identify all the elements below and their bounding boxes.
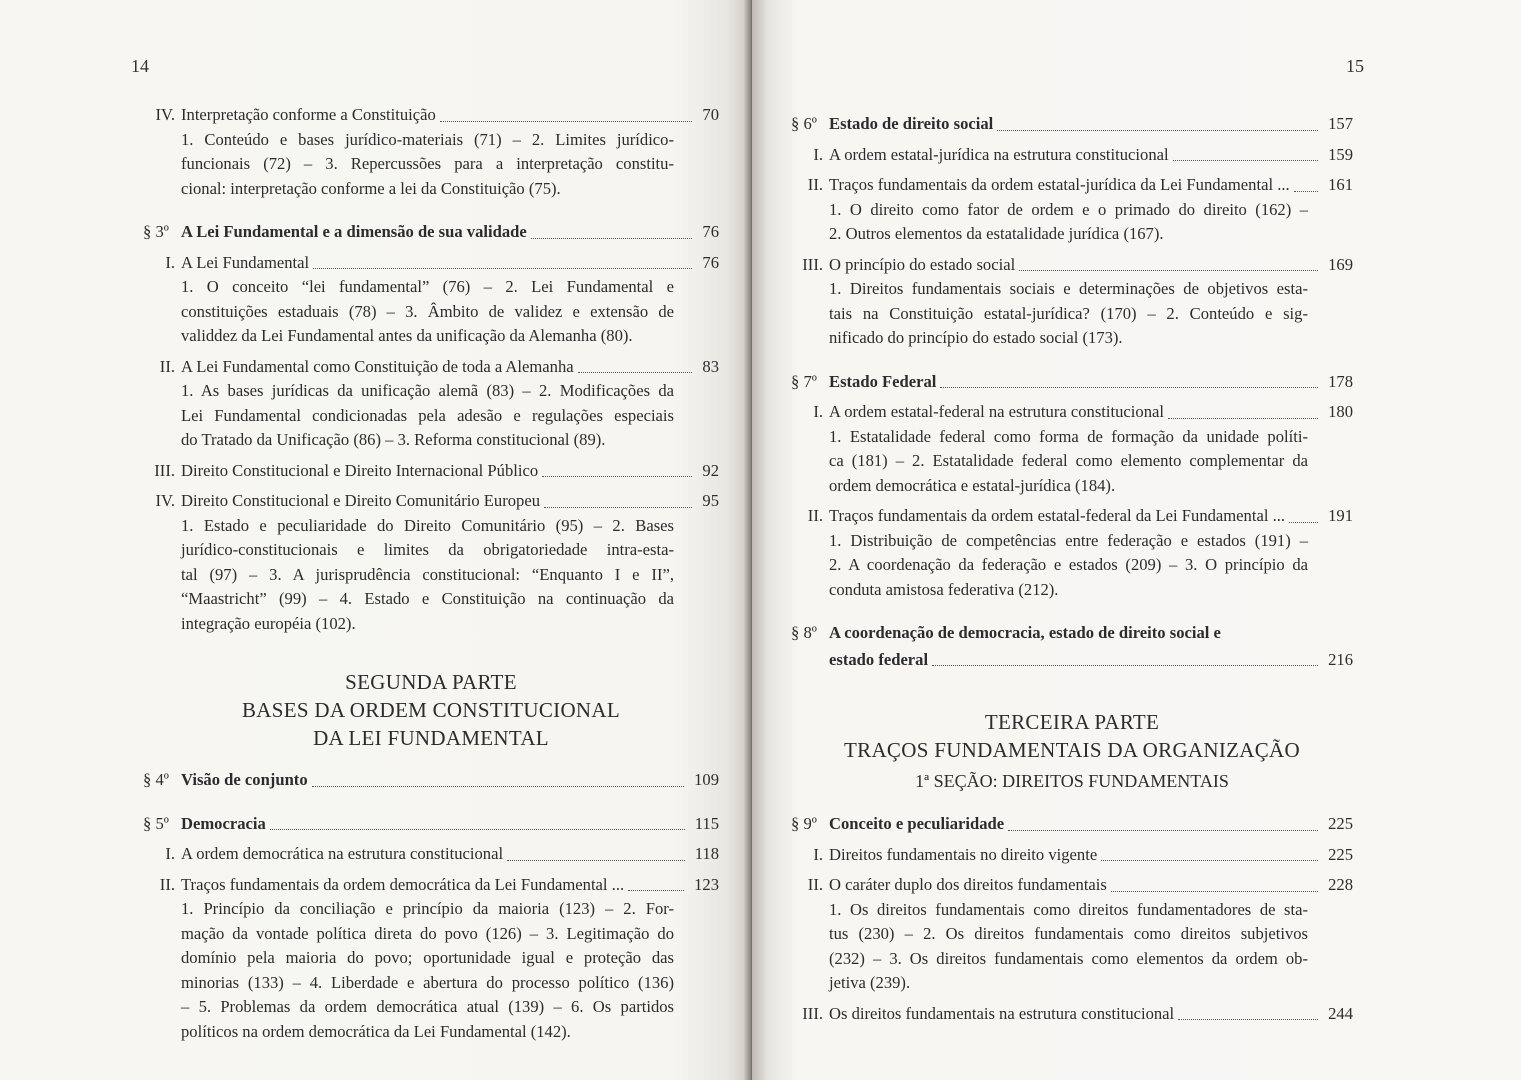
description-line: – 5. Problemas da ordem democrática atual (139) – 6. Os partidos [181, 997, 674, 1016]
page-ref: 191 [1328, 506, 1353, 525]
description-line: 1. O direito como fator de ordem e o primado do direito (162) – [829, 199, 1308, 219]
page-ref: 225 [1328, 844, 1353, 864]
toc-line [143, 459, 719, 484]
toc-line [791, 1002, 1353, 1027]
toc-entry [791, 812, 1353, 837]
entry-description [829, 277, 1308, 351]
section-label: § 3º [143, 222, 169, 241]
subsection-label: IV. [155, 105, 175, 124]
subsection-label: III. [154, 460, 175, 480]
page-ref: 244 [1328, 1003, 1353, 1023]
subsection-title: Traços fundamentais da ordem estatal-jurídica da Lei Fundamental ... [829, 175, 1290, 194]
toc-entry [143, 103, 719, 201]
toc-line [143, 220, 719, 245]
description-line: 1. O conceito “lei fundamental” (76) – 2. Lei Fundamental e [181, 277, 674, 296]
subsection-title: Interpretação conforme a Constituição [181, 105, 436, 124]
description-line: 2. A coordenação da federação e estados (209) – 3. O princípio da [829, 555, 1308, 574]
part-heading-line: SEGUNDA PARTE [345, 670, 517, 694]
description-line: minorias (133) – 4. Liberdade e abertura do processo político (136) [181, 972, 674, 992]
leader-dots [932, 664, 1318, 666]
subsection-label: II. [807, 875, 823, 894]
table-of-contents-right [791, 110, 1353, 1026]
subsection-title: Os direitos fundamentais na estrutura constitucional [829, 1003, 1175, 1023]
toc-line [791, 504, 1353, 529]
section-label: § 9º [791, 814, 817, 833]
toc-entry [791, 370, 1353, 395]
section-label: § 8º [791, 623, 817, 642]
subsection-label: III. [802, 254, 823, 274]
toc-entries-left [143, 103, 719, 636]
part-heading-right [791, 708, 1353, 794]
toc-line [791, 112, 1353, 137]
toc-entry [791, 173, 1353, 247]
page-ref: 123 [694, 874, 719, 894]
description-line: 1. Estado e peculiaridade do Direito Comunitário (95) – 2. Bases [181, 515, 674, 535]
toc-entry [791, 400, 1353, 498]
page-ref: 76 [702, 252, 719, 272]
leader-dots [1008, 829, 1318, 831]
toc-entry [143, 768, 719, 793]
description-line: 1. Conteúdo e bases jurídico-materiais (71) – 2. Limites jurídico- [181, 129, 674, 149]
description-line: integração européia (102). [181, 613, 356, 633]
entry-description [181, 897, 674, 1044]
toc-entries-left-2 [143, 768, 719, 1044]
subsection-title: Direitos fundamentais no direito vigente [829, 844, 1098, 864]
subsection-title: Direito Constitucional e Direito Comunitário Europeu [181, 491, 541, 510]
description-line: do Tratado da Unificação (86) – 3. Reforma constitucional (89). [181, 430, 606, 449]
description-line: 1. Princípio da conciliação e princípio da maioria (123) – 2. For- [181, 899, 674, 918]
entry-description [829, 198, 1308, 247]
toc-line [143, 103, 719, 128]
entry-description [181, 128, 674, 202]
page-ref: 92 [702, 460, 719, 480]
toc-line [791, 812, 1353, 837]
subsection-title: O caráter duplo dos direitos fundamentais [829, 875, 1107, 894]
toc-entry [791, 112, 1353, 137]
toc-entry [791, 621, 1353, 672]
page-number: 14 [131, 56, 149, 76]
part-heading-line: DA LEI FUNDAMENTAL [313, 726, 549, 750]
leader-dots [531, 237, 693, 239]
section-label: § 5º [143, 813, 169, 833]
part-heading-line: TERCEIRA PARTE [984, 710, 1160, 734]
subsection-label: IV. [155, 491, 175, 510]
right-page [752, 0, 1521, 1080]
page-ref: 118 [694, 844, 719, 863]
subsection-label: I. [813, 844, 823, 864]
subsection-label: III. [802, 1003, 823, 1023]
page-ref: 228 [1328, 875, 1353, 894]
toc-line [791, 400, 1353, 425]
part-heading-left [143, 668, 719, 752]
leader-dots [313, 267, 692, 269]
page-ref: 95 [702, 491, 719, 510]
description-line: “Maastricht” (99) – 4. Estado e Constituição na continuação da [181, 589, 674, 608]
subsection-title: A ordem estatal-jurídica na estrutura constitucional [829, 144, 1169, 164]
leader-dots [1289, 521, 1318, 523]
entry-description [829, 425, 1308, 499]
entry-description [829, 898, 1308, 996]
leader-dots [270, 828, 685, 830]
page-ref: 216 [1328, 649, 1353, 669]
entry-description [829, 529, 1308, 603]
toc-entry [791, 504, 1353, 602]
subsection-title: A Lei Fundamental como Constituição de toda a Alemanha [181, 356, 574, 376]
description-line: constituições estaduais (78) – 3. Âmbito de validez e extensão de [181, 301, 674, 321]
subsection-label: II. [807, 175, 823, 194]
section-title: Estado de direito social [829, 114, 994, 133]
description-line: ca (181) – 2. Estatalidade federal como elemento complementar da [829, 451, 1308, 470]
leader-dots [507, 859, 685, 861]
toc-entry [143, 220, 719, 245]
subsection-label: I. [165, 252, 175, 272]
toc-line [791, 621, 1353, 646]
toc-line [791, 143, 1353, 168]
page-number: 15 [1346, 56, 1364, 76]
description-line: mação da vontade política direta do povo (126) – 3. Legitimação do [181, 923, 674, 943]
page-ref: 225 [1328, 814, 1353, 833]
toc-entry [791, 143, 1353, 168]
toc-line [143, 768, 719, 793]
page-ref: 169 [1328, 254, 1353, 274]
subsection-title: Traços fundamentais da ordem democrática da Lei Fundamental ... [181, 874, 625, 894]
subsection-title: Direito Constitucional e Direito Internacional Público [181, 460, 539, 480]
subsection-title: O princípio do estado social [829, 254, 1016, 274]
toc-entry [143, 842, 719, 867]
toc-entry [791, 873, 1353, 996]
page-ref: 178 [1328, 371, 1353, 391]
description-line: Lei Fundamental condicionadas pela adesão e regulações especiais [181, 405, 674, 425]
description-line: tus (230) – 2. Os direitos fundamentais como direitos subjetivos [829, 924, 1308, 943]
description-line: validdez da Lei Fundamental antes da unificação da Alemanha (80). [181, 326, 633, 345]
page-ref: 159 [1328, 144, 1353, 164]
description-line: jurídico-constitucionais e limites da obrigatoriedade intra-esta- [181, 540, 674, 559]
leader-dots [312, 785, 684, 787]
section-label: § 6º [791, 114, 817, 133]
leader-dots [542, 475, 692, 477]
description-line: políticos na ordem democrática da Lei Fundamental (142). [181, 1021, 571, 1041]
toc-entry [143, 489, 719, 636]
description-line: conduta amistosa federativa (212). [829, 579, 1059, 599]
entry-description [181, 275, 674, 349]
subsection-label: I. [813, 402, 823, 421]
leader-dots [578, 371, 693, 373]
subsection-title: A Lei Fundamental [181, 252, 310, 272]
toc-line [791, 173, 1353, 198]
description-line: (232) – 3. Os direitos fundamentais como elementos da ordem ob- [829, 948, 1308, 968]
description-line: jetiva (239). [829, 973, 911, 992]
toc-line [791, 843, 1353, 868]
subsection-label: I. [813, 144, 823, 164]
entry-description [181, 514, 674, 637]
subsection-label: II. [159, 356, 175, 376]
toc-line [791, 253, 1353, 278]
leader-dots [1168, 417, 1318, 419]
leader-dots [1178, 1018, 1318, 1020]
toc-line [143, 873, 719, 898]
toc-entry [143, 251, 719, 349]
description-line: nificado do princípio do estado social (173). [829, 328, 1123, 347]
section-label: § 4º [143, 770, 169, 789]
toc-entry [143, 459, 719, 484]
page-ref: 161 [1328, 175, 1353, 194]
description-line: funcionais (72) – 3. Repercussões para a interpretação constitu- [181, 154, 674, 173]
toc-line [143, 355, 719, 380]
leader-dots [544, 506, 692, 508]
subsection-title: A ordem democrática na estrutura constitucional [181, 844, 504, 863]
section-title: Visão de conjunto [181, 770, 308, 789]
description-line: 2. Outros elementos da estatalidade jurídica (167). [829, 224, 1164, 243]
description-line: 1. Distribuição de competências entre federação e estados (191) – [829, 530, 1308, 550]
description-line: domínio pela maioria do povo; oportunidade igual e proteção das [181, 948, 674, 967]
page-ref: 83 [702, 356, 719, 376]
description-line: 1. Estatalidade federal como forma de formação da unidade políti- [829, 426, 1308, 446]
toc-line [143, 489, 719, 514]
leader-dots [940, 386, 1318, 388]
description-line: ordem democrática e estatal-jurídica (184). [829, 475, 1116, 495]
page-ref: 109 [694, 770, 719, 789]
toc-entry [791, 843, 1353, 868]
toc-line [791, 370, 1353, 395]
page-ref: 76 [702, 222, 719, 241]
page-ref: 157 [1328, 114, 1353, 133]
leader-dots [1294, 190, 1318, 192]
description-line: tais na Constituição estatal-jurídica? (170) – 2. Conteúdo e sig- [829, 303, 1308, 323]
subsection-title: Traços fundamentais da ordem estatal-federal da Lei Fundamental ... [829, 506, 1286, 525]
entry-description [181, 379, 674, 453]
description-line: 1. As bases jurídicas da unificação alemã (83) – 2. Modificações da [181, 381, 674, 400]
section-heading: 1ª SEÇÃO: DIREITOS FUNDAMENTAIS [915, 771, 1229, 791]
leader-dots [1101, 859, 1318, 861]
description-line: 1. Os direitos fundamentais como direitos fundamentadores de sta- [829, 899, 1308, 919]
toc-entry [791, 253, 1353, 351]
toc-line [143, 842, 719, 867]
toc-entry [143, 355, 719, 453]
part-heading-line: TRAÇOS FUNDAMENTAIS DA ORGANIZAÇÃO [844, 738, 1300, 762]
leader-dots [1019, 269, 1318, 271]
leader-dots [628, 889, 684, 891]
toc-entry [143, 873, 719, 1045]
toc-line [791, 648, 1353, 673]
description-line: cional: interpretação conforme a lei da Constituição (75). [181, 178, 561, 198]
section-title: Democracia [181, 813, 266, 833]
section-title: A coordenação de democracia, estado de direito social e [829, 623, 1221, 642]
left-page [0, 0, 750, 1080]
page-ref: 180 [1328, 402, 1353, 421]
toc-line [143, 251, 719, 276]
toc-entry [143, 812, 719, 837]
toc-line [143, 812, 719, 837]
section-label: § 7º [791, 371, 817, 391]
toc-line [791, 873, 1353, 898]
section-title: A Lei Fundamental e a dimensão de sua validade [181, 222, 527, 241]
leader-dots [440, 120, 693, 122]
section-title: Conceito e peculiaridade [829, 814, 1005, 833]
leader-dots [997, 129, 1318, 131]
leader-dots [1173, 159, 1319, 161]
page-ref: 115 [694, 813, 719, 833]
page-ref: 70 [702, 105, 719, 124]
toc-entries-right-2 [791, 812, 1353, 1026]
table-of-contents-left [143, 103, 719, 1044]
toc-entries-right [791, 112, 1353, 672]
subsection-label: II. [159, 874, 175, 894]
leader-dots [1111, 890, 1318, 892]
part-heading-line: BASES DA ORDEM CONSTITUCIONAL [242, 698, 620, 722]
subsection-label: II. [807, 506, 823, 525]
description-line: 1. Direitos fundamentais sociais e determinações de objetivos esta- [829, 279, 1308, 298]
section-title: Estado Federal [829, 371, 937, 391]
description-line: tal (97) – 3. A jurisprudência constitucional: “Enquanto I e II”, [181, 564, 674, 584]
section-title: estado federal [829, 649, 929, 669]
subsection-title: A ordem estatal-federal na estrutura constitucional [829, 402, 1164, 421]
toc-entry [791, 1002, 1353, 1027]
subsection-label: I. [165, 844, 175, 863]
